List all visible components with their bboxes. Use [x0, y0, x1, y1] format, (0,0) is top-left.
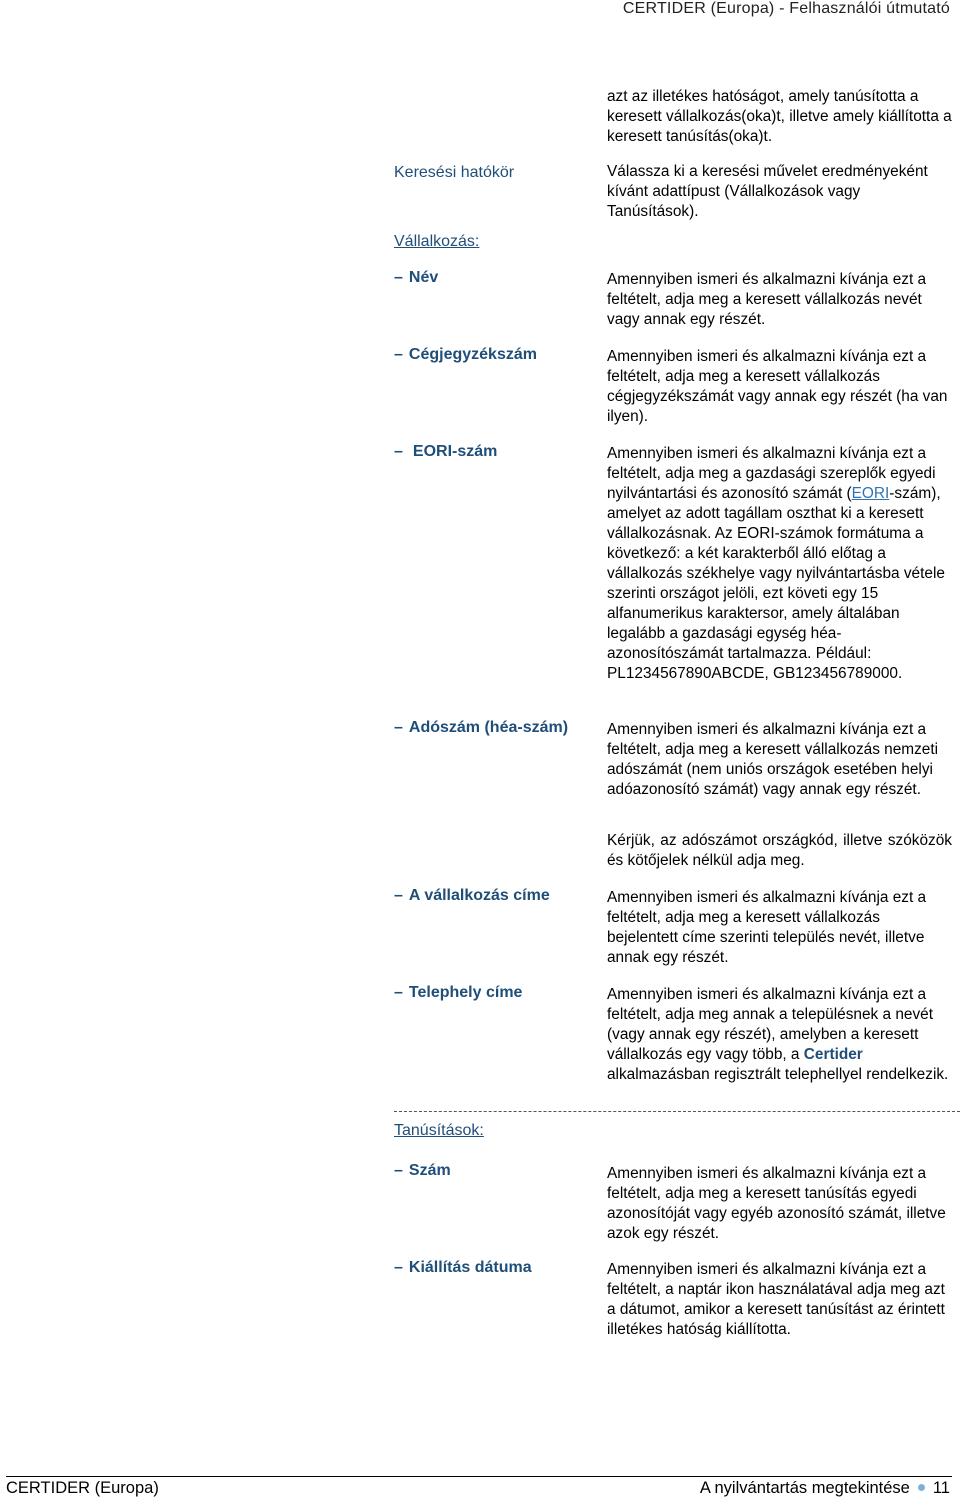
- field-label-name: – Név: [394, 269, 439, 286]
- dash-icon: –: [394, 1259, 403, 1276]
- dash-icon: –: [394, 1162, 403, 1179]
- cert-section-heading: Tanúsítások:: [394, 1122, 484, 1139]
- dash-icon: –: [394, 984, 403, 1001]
- page-number: 11: [932, 1479, 950, 1497]
- bullet-icon: [918, 1484, 925, 1491]
- field-desc-name: Amennyiben ismeri és alkalmazni kívánja ezt a feltételt, adja meg a keresett vállalkozás nevét vagy annak egy részét.: [607, 271, 927, 328]
- page-header: CERTIDER (Europa) - Felhasználói útmutató: [622, 0, 950, 17]
- field-label-cert-date: – Kiállítás dátuma: [394, 1259, 532, 1276]
- dash-icon: –: [394, 887, 403, 904]
- field-label-cert-number: – Szám: [394, 1162, 451, 1179]
- intro-paragraph: azt az illetékes hatóságot, amely tanúsította a keresett vállalkozás(oka)t, illetve amely kiállította a keresett tanúsítás(oka)t.: [607, 88, 952, 145]
- scope-heading: Keresési hatókör: [394, 164, 515, 181]
- dash-icon: –: [394, 443, 403, 460]
- field-label-vat: – Adószám (héa-szám): [394, 719, 569, 736]
- field-desc-cert-number: Amennyiben ismeri és alkalmazni kívánja ezt a feltételt, adja meg a keresett tanúsítás egyedi azonosítóját vagy egyéb azonosító számát, illetve azok egy részét.: [607, 1165, 946, 1242]
- footer-divider: [6, 1476, 952, 1477]
- section-divider: [394, 1111, 960, 1112]
- field-label-site: – Telephely címe: [394, 984, 523, 1001]
- field-desc-regnum: Amennyiben ismeri és alkalmazni kívánja ezt a feltételt, adja meg a keresett vállalkozás cégjegyzékszámát vagy annak egy részét (ha van ilyen).: [607, 348, 948, 425]
- field-desc-address: Amennyiben ismeri és alkalmazni kívánja ezt a feltételt, adja meg a keresett vállalkozás bejelentett címe szerinti település nevét, illetve annak egy részét.: [607, 889, 927, 966]
- footer-right: [700, 1479, 950, 1498]
- field-desc-site: Amennyiben ismeri és alkalmazni kívánja ezt a feltételt, adja meg annak a településnek a nevét (vagy annak egy részét), amelyben a keresett vállalkozás egy vagy több, a Certider alkalmazásban regisztrált telephellyel rendelkezik.: [607, 986, 949, 1083]
- field-desc-cert-date: Amennyiben ismeri és alkalmazni kívánja ezt a feltételt, a naptár ikon használatával adja meg azt a dátumot, amikor a keresett tanúsítást az érintett illetékes hatóság kiállította.: [607, 1261, 945, 1338]
- enterprise-section-heading: Vállalkozás:: [394, 233, 480, 250]
- field-label-eori: – EORI-szám: [394, 443, 498, 460]
- eori-link[interactable]: EORI: [851, 485, 890, 502]
- scope-description: Válassza ki a keresési művelet eredményeként kívánt adattípust (Vállalkozások vagy Tanúsítások).: [607, 163, 928, 220]
- field-note-vat: Kérjük, az adószámot országkód, illetve szóközök és kötőjelek nélkül adja meg.: [607, 832, 952, 869]
- footer-section: A nyilvántartás megtekintése: [699, 1479, 910, 1497]
- footer-left: CERTIDER (Europa): [6, 1479, 159, 1497]
- field-label-address: – A vállalkozás címe: [394, 887, 550, 904]
- field-desc-vat: Amennyiben ismeri és alkalmazni kívánja ezt a feltételt, adja meg a keresett vállalkozás nemzeti adószámát (nem uniós országok esetében helyi adóazonosító számát) vagy annak egy részét.: [607, 721, 939, 798]
- dash-icon: –: [394, 719, 403, 736]
- dash-icon: –: [394, 346, 403, 363]
- field-label-regnum: – Cégjegyzékszám: [394, 346, 537, 363]
- certider-brand: Certider: [803, 1046, 863, 1063]
- dash-icon: –: [394, 269, 403, 286]
- field-desc-eori: Amennyiben ismeri és alkalmazni kívánja ezt a feltételt, adja meg a gazdasági szereplők egyedi nyilvántartási és azonosító számát (EORI-szám), amelyet az adott tagállam oszthat ki a keresett vállalkozásnak. Az EORI-számok formátuma a következő: a két karakterből álló előtag a vállalkozás székhelye vagy nyilvántartásba vétele szerinti országot jelöli, ezt követi egy 15 alfanumerikus karaktersor, amely általában legalább a gazdasági egység héa-azonosítószámát tartalmazza. Például: PL1234567890ABCDE, GB123456789000.: [607, 445, 945, 682]
